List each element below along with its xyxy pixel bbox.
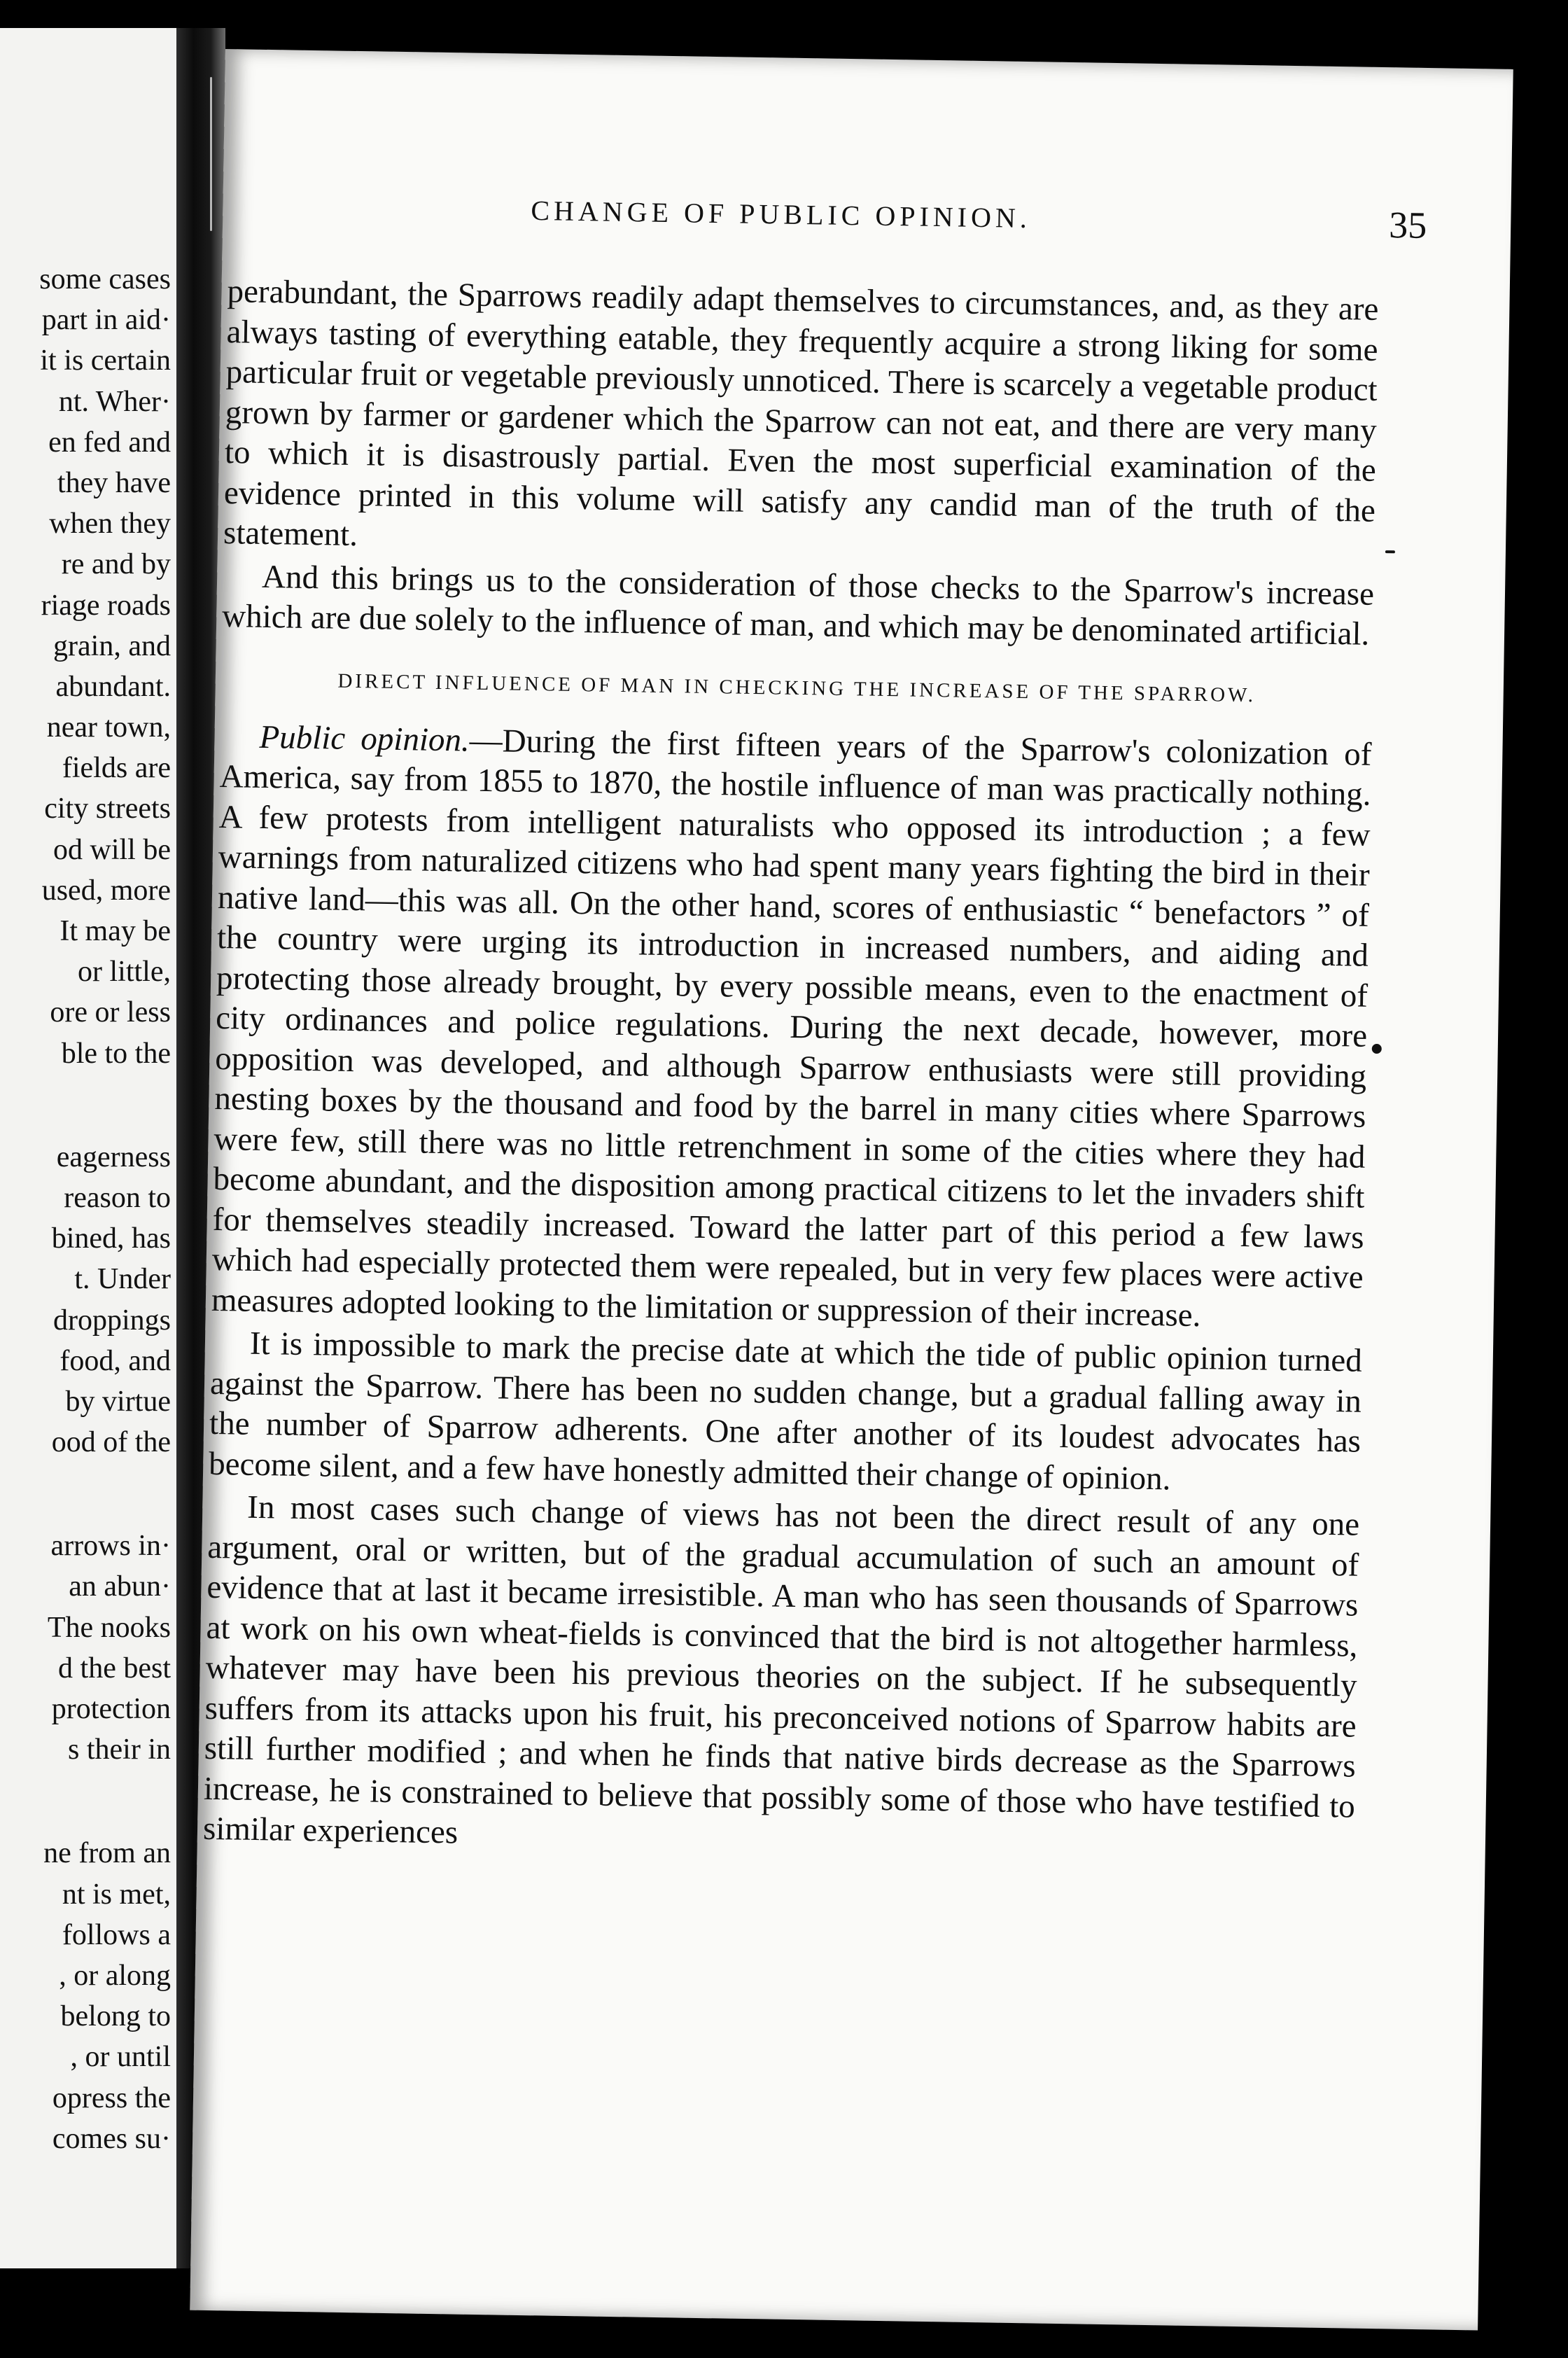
- left-page-line: part in aid·: [41, 304, 171, 337]
- left-page-line: , or until: [70, 2041, 171, 2074]
- paragraph-continuation: perabundant, the Sparrows readily adapt themselves to circumstances, and, as they are always tasting of everything eatable, they frequently acquire a strong liking for some particular fruit or vegetable previously unnoticed. There is scarcely a vegetable product grown by farmer or gardener which the Sparrow can not eat, and there are very many to which it is disastrously partial. Even the most superficial examination of the evidence printed in this volume will satisfy any candid man of the truth of the statement.: [223, 273, 1379, 554]
- left-page-line: when they: [49, 508, 171, 540]
- left-page-line: [0, 1074, 171, 1137]
- left-page-line: food, and: [59, 1344, 171, 1377]
- left-page-line: nt. Wher·: [58, 385, 171, 418]
- left-page-line: opress the: [52, 2081, 171, 2114]
- left-page-line: it is certain: [40, 344, 171, 377]
- running-title: CHANGE OF PUBLIC OPINION.: [531, 194, 1032, 235]
- left-page-line: ore or less: [50, 996, 171, 1029]
- left-page-line: reason to: [64, 1181, 171, 1214]
- right-page: [190, 49, 1513, 2331]
- left-page-line: comes su·: [52, 2122, 171, 2155]
- scan-speck: [1385, 550, 1395, 553]
- running-head: [223, 189, 1511, 265]
- left-facing-page: [0, 28, 176, 2268]
- page-crease: [210, 77, 212, 231]
- left-page-text-fragments: [0, 259, 171, 2159]
- left-page-line: nt is met,: [62, 1878, 171, 1911]
- section-heading: DIRECT INFLUENCE OF MAN IN CHECKING THE INCREASE OF THE SPARROW.: [337, 669, 1256, 706]
- scan-speck: [1372, 1044, 1382, 1054]
- left-page-line: The nooks: [47, 1611, 171, 1644]
- body-text: [197, 272, 1379, 1867]
- left-page-line: belong to: [60, 2000, 171, 2033]
- left-page-line: or little,: [78, 956, 171, 989]
- left-page-line: fields are: [62, 752, 171, 785]
- left-page-line: used, more: [41, 874, 171, 907]
- left-page-line: city streets: [44, 793, 171, 825]
- left-page-line: s their in: [68, 1733, 171, 1766]
- left-page-line: some cases: [39, 263, 171, 295]
- left-page-line: od will be: [53, 833, 171, 866]
- left-page-line: an abun·: [69, 1570, 171, 1603]
- left-page-line: droppings: [53, 1304, 171, 1337]
- left-page-line: by virtue: [65, 1385, 171, 1418]
- run-in-heading: Public opinion.: [259, 718, 470, 759]
- left-page-line: ood of the: [51, 1426, 171, 1459]
- paragraph-change-of-views: In most cases such change of views has not been the direct result of any one argument, oral or written, but of the gradual accumulation of such an amount of evidence that at last it became irresistible. A man who has seen thousands of Sparrows at work on his own wheat-fields is convinced that the bird is not altogether harmless, whatever may have been his previous theories on the subject. If he subsequently suffers from its attacks upon his fruit, his preconceived notions of Sparrow habits are still further modified ; and when he finds that native birds decrease as the Sparrows increase, he is constrained to believe that possibly some of those who have testified to similar experiences: [202, 1488, 1360, 1851]
- left-page-line: , or along: [59, 1959, 171, 1992]
- left-page-line: t. Under: [74, 1263, 171, 1296]
- page-number: 35: [1388, 204, 1427, 246]
- left-page-line: near town,: [46, 711, 171, 744]
- left-page-line: ble to the: [61, 1037, 171, 1070]
- left-page-line: [0, 1770, 171, 1833]
- left-page-line: d the best: [58, 1652, 171, 1684]
- left-page-line: en fed and: [48, 426, 171, 459]
- left-page-line: bined, has: [51, 1222, 171, 1255]
- left-page-line: they have: [57, 466, 171, 499]
- left-page-line: riage roads: [41, 589, 171, 622]
- paragraph-public-opinion-text: —During the first fifteen years of the Sparrow's colonization of America, say from 1855 to 1870, the hostile influence of man was practically nothing. A few protests from intelligent naturalists who opposed its introduction ; a few warnings from naturalized citizens who had spent many years fighting the bird in their native land—this was all. On the other hand, scores of enthusiastic “ benefactors ” of the country were urging its introduction in increased numbers, and aiding and protecting those already brought, by every possible means, even to the enactment of city ordinances and police regulations. During the next decade, however, more opposition was developed, and although Sparrow enthusiasts were still providing nesting boxes by the thousand and food by the barrel in many cities where Sparrows were few, still there was no little retrenchment in some of the cities where they had become abundant, and the disposition among practical citizens to let the invaders shift for themselves steadily increased. Toward the latter part of this period a few laws which had especially protected them were repealed, but in very few places were active measures adopted looking to the limitation or suppression of their increase.: [211, 722, 1372, 1334]
- left-page-line: grain, and: [53, 629, 171, 662]
- left-page-line: protection: [51, 1693, 171, 1725]
- paragraph-public-opinion: [211, 717, 1371, 1339]
- paragraph-artificial-checks: And this brings us to the consideration of those checks to the Sparrow's increase which are due solely to the influence of man, and which may be denominated artificial.: [221, 558, 1375, 653]
- left-page-line: follows a: [62, 1918, 171, 1951]
- paragraph-tide-of-opinion: It is impossible to mark the precise date at which the tide of public opinion turned against the Sparrow. There has been no sudden change, but a gradual falling away in the number of Sparrow adherents. One after another of its loudest advocates has become silent, and a few have honestly admitted their change of opinion.: [208, 1325, 1363, 1497]
- left-page-line: eagerness: [56, 1140, 171, 1173]
- left-page-line: [0, 1463, 171, 1526]
- left-page-line: re and by: [61, 548, 171, 581]
- left-page-line: It may be: [59, 915, 171, 947]
- left-page-line: ne from an: [43, 1837, 171, 1870]
- left-page-line: abundant.: [55, 670, 171, 703]
- left-page-line: arrows in·: [50, 1530, 171, 1563]
